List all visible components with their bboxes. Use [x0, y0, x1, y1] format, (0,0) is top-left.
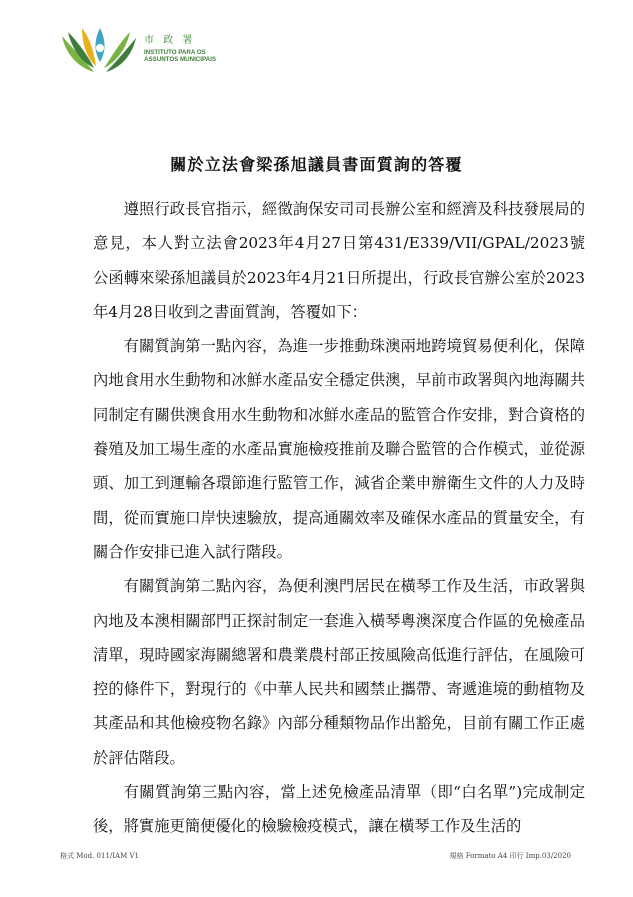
paragraph-point-3: 有關質詢第三點內容，當上述免檢產品清單（即“白名單”)完成制定後，將實施更簡便優化的檢驗檢疫模式，讓在橫琴工作及生活的: [93, 783, 585, 836]
footer-format-info: 規格 Formato A4 印行 Imp.03/2020: [449, 852, 571, 860]
institute-logo: [60, 22, 220, 80]
paragraph-intro: 遵照行政長官指示，經徵詢保安司司長辦公室和經濟及科技發展局的意見，本人對立法會2023年4月27日第431/E339/VII/GPAL/2023號公函轉來梁孫旭議員於2023年4月21日所提出，行政長官辦公室於2023年4月28日收到之書面質詢，答覆如下：: [93, 200, 585, 321]
footer-form-code: 格式 Mod. 011/IAM V1: [60, 852, 139, 860]
org-subtitle-line2: ASSUNTOS MUNICIPAIS: [144, 56, 216, 63]
logo-emblem-icon: [60, 22, 140, 80]
paragraph-point-2: 有關質詢第二點內容，為便利澳門居民在橫琴工作及生活，市政署與內地及本澳相關部門正探討制定一套進入橫琴粵澳深度合作區的免檢產品清單，現時國家海關總署和農業農村部正按風險高低進行評估，在風險可控的條件下，對現行的《中華人民共和國禁止攜帶、寄遞進境的動植物及其產品和其他檢疫物名錄》內部分種類物品作出豁免，目前有關工作正處於評估階段。: [93, 577, 585, 767]
org-subtitle-line1: INSTITUTO PARA OS: [144, 49, 206, 56]
paragraph-point-1: 有關質詢第一點內容，為進一步推動珠澳兩地跨境貿易便利化，保障內地食用水生動物和冰鮮水產品安全穩定供澳，早前市政署與內地海關共同制定有關供澳食用水生動物和冰鮮水產品的監管合作安排，對合資格的養殖及加工場生產的水產品實施檢疫推前及聯合監管的合作模式，並從源頭、加工到運輸各環節進行監管工作，減省企業申辦衛生文件的人力及時間，從而實施口岸快速驗放，提高通關效率及確保水產品的質量安全，有關合作安排已進入試行階段。: [93, 337, 585, 561]
org-name: 市 政 署: [144, 35, 196, 46]
document-body: [93, 192, 585, 844]
logo-text: [144, 36, 216, 63]
document-title: 關於立法會梁孫旭議員書面質詢的答覆: [170, 155, 463, 174]
